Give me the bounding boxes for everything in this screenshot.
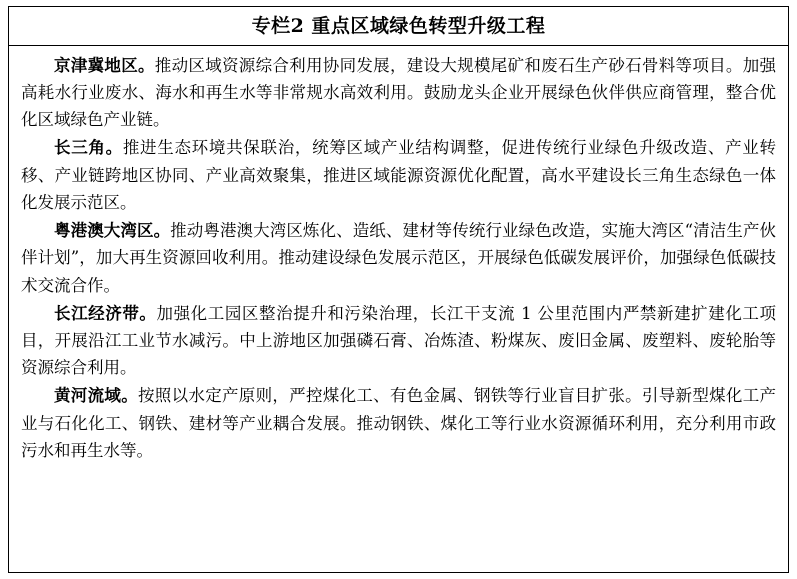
paragraph (21, 382, 776, 464)
paragraph-text: 按照以水定产原则，严控煤化工、有色金属、钢铁等行业盲目扩张。引导新型煤化工产业与石化化工、钢铁、建材等产业耦合发展。推动钢铁、煤化工等行业水资源循环利用，充分利用市政污水和再生水等。 (21, 386, 777, 460)
paragraph-lead: 长三角。 (54, 138, 123, 158)
paragraph (21, 52, 776, 134)
paragraph (21, 300, 776, 382)
paragraph (21, 134, 776, 216)
paragraph-text: 推进生态环境共保联治，统筹区域产业结构调整，促进传统行业绿色升级改造、产业转移、产业链跨地区协同、产业高效聚集，推进区域能源资源优化配置，高水平建设长三角生态绿色一体化发展示范区。 (21, 138, 777, 212)
paragraph (21, 217, 776, 299)
paragraph-text: 加强化工园区整治提升和污染治理，长江干支流 1 公里范围内严禁新建扩建化工项目，开展沿江工业节水减污。中上游地区加强磷石膏、冶炼渣、粉煤灰、废旧金属、废塑料、废轮胎等资源综合利用。 (21, 303, 776, 378)
callout-box (8, 6, 789, 573)
paragraph-lead: 京津冀地区。 (54, 55, 155, 75)
paragraph-text: 推动粤港澳大湾区炼化、造纸、建材等传统行业绿色改造，实施大湾区“清洁生产伙伴计划”，加大再生资源回收利用。推动建设绿色发展示范区，开展绿色低碳发展评价，加强绿色低碳技术交流合作。 (21, 221, 777, 295)
paragraph-lead: 长江经济带。 (54, 303, 157, 323)
paragraph-lead: 黄河流域。 (54, 386, 138, 406)
box-title: 专栏2 重点区域绿色转型升级工程 (251, 15, 546, 37)
box-content (9, 46, 788, 464)
paragraph-lead: 粤港澳大湾区。 (54, 221, 171, 241)
paragraph-text: 推动区域资源综合利用协同发展，建设大规模尾矿和废石生产砂石骨料等项目。加强高耗水行业废水、海水和再生水等非常规水高效利用。鼓励龙头企业开展绿色伙伴供应商管理，整合优化区域绿色产业链。 (21, 55, 777, 130)
